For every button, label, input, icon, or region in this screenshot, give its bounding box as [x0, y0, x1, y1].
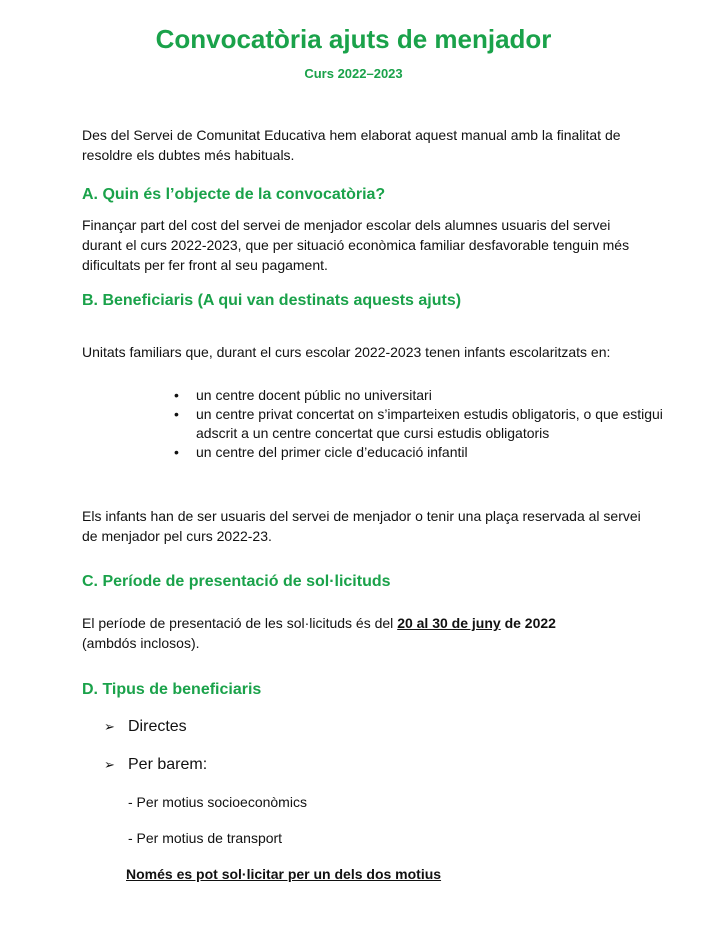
bullet-dot-icon: • — [174, 406, 179, 422]
list-item — [104, 718, 187, 736]
section-c-heading: C. Període de presentació de sol·licituds — [82, 573, 391, 590]
list-item — [104, 756, 207, 774]
list-item-text: un centre docent públic no universitari — [196, 387, 432, 403]
list-item — [174, 386, 666, 405]
list-item-text: Per barem: — [128, 756, 208, 773]
list-item — [174, 405, 666, 443]
section-b-heading: B. Beneficiaris (A qui van destinats aquests ajuts) — [82, 292, 462, 309]
section-c-text — [82, 613, 642, 653]
section-d-heading: D. Tipus de beneficiaris — [82, 681, 262, 698]
beneficiaries-list — [172, 386, 666, 462]
sub-item-transport: - Per motius de transport — [128, 830, 283, 846]
bullet-dot-icon: • — [174, 444, 179, 460]
section-b-text2: Els infants han de ser usuaris del servei de menjador o tenir una plaça reservada al servei de menjador pel curs 2022-23. — [82, 508, 641, 544]
page-subtitle: Curs 2022–2023 — [304, 66, 403, 81]
period-text-after: (ambdós inclosos). — [82, 635, 200, 651]
period-dates: 20 al 30 de juny — [397, 615, 501, 631]
period-text-before: El període de presentació de les sol·licituds és del — [82, 615, 398, 631]
intro-paragraph: Des del Servei de Comunitat Educativa hem elaborat aquest manual amb la finalitat de resoldre els dubtes més habituals. — [82, 127, 621, 163]
section-d-note: Només es pot sol·licitar per un dels dos motius — [126, 866, 442, 882]
list-item — [174, 443, 666, 462]
sub-item-socioeconomic: - Per motius socioeconòmics — [128, 794, 307, 810]
list-item-text: Directes — [128, 718, 187, 735]
list-item-text: un centre del primer cicle d’educació infantil — [196, 444, 468, 460]
bullet-dot-icon: • — [174, 387, 179, 403]
section-b-text: Unitats familiars que, durant el curs escolar 2022-2023 tenen infants escolaritzats en: — [82, 344, 611, 360]
section-a-text: Finançar part del cost del servei de menjador escolar dels alumnes usuaris del servei durant el curs 2022-2023, que per situació econòmica familiar desfavorable tenguin més dificultats per fer front al seu pagament. — [82, 217, 630, 273]
section-a-heading: A. Quin és l’objecte de la convocatòria? — [82, 186, 386, 203]
arrow-right-icon: ➢ — [104, 719, 115, 734]
page-title: Convocatòria ajuts de menjador — [155, 24, 552, 54]
list-item-text: un centre privat concertat on s’imparteixen estudis obligatoris, o que estigui adscrit a un centre concertat que cursi estudis obligatoris — [196, 406, 663, 441]
period-year: de 2022 — [500, 615, 556, 631]
arrow-right-icon: ➢ — [104, 757, 115, 772]
